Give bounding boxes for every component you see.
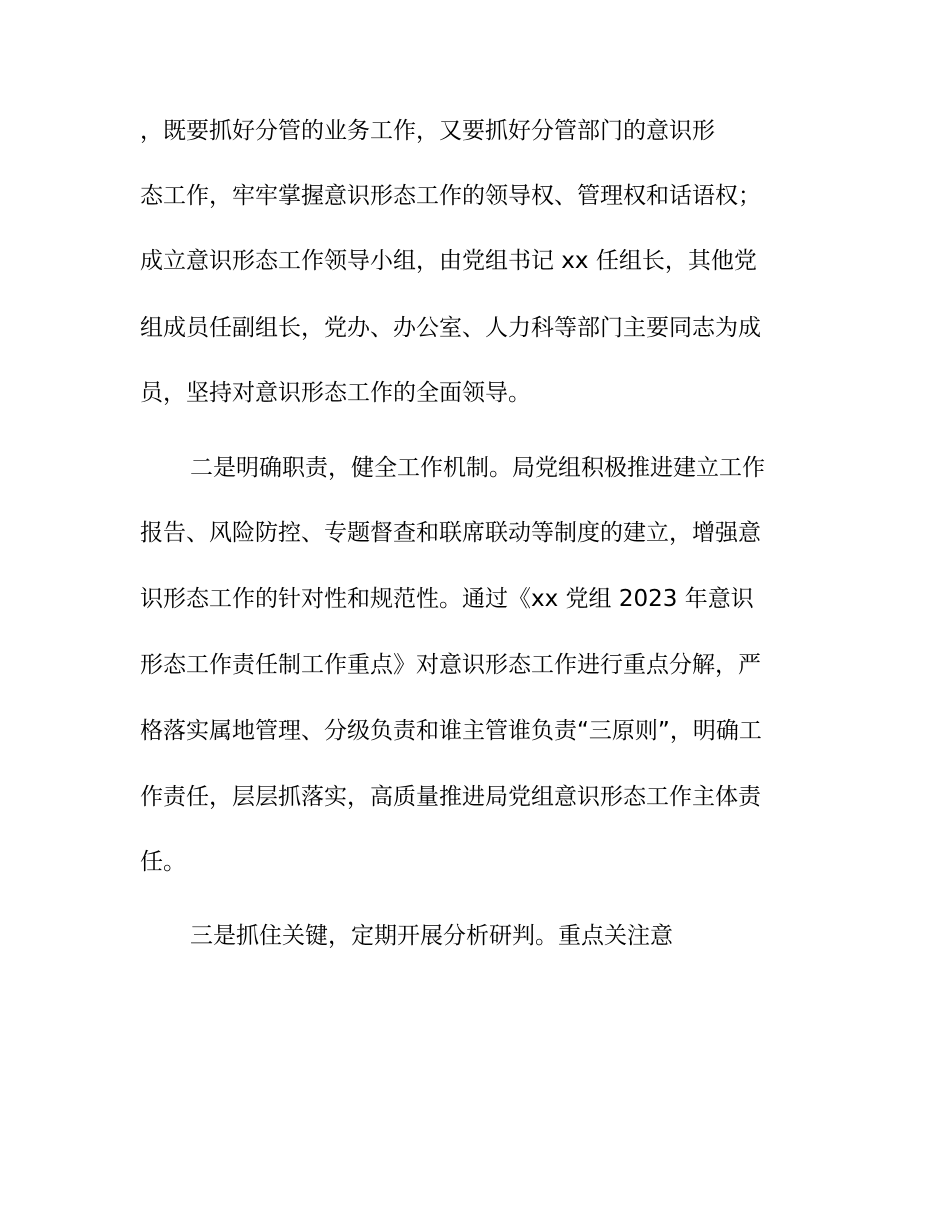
paragraph-2-line-3: 识形态工作的针对性和规范性。通过《xx 党组 2023 年意识: [140, 586, 754, 612]
paragraph-1-line-1: ，既要抓好分管的业务工作，又要抓好分管部门的意识形: [140, 118, 715, 144]
paragraph-3-line-1: 三是抓住关键，定期开展分析研判。重点关注意: [190, 923, 673, 949]
paragraph-1-line-2: 态工作，牢牢掌握意识形态工作的领导权、管理权和话语权；: [140, 183, 761, 209]
paragraph-2-line-6: 作责任，层层抓落实，高质量推进局党组意识形态工作主体责: [140, 784, 761, 810]
paragraph-2-line-4: 形态工作责任制工作重点》对意识形态工作进行重点分解，严: [140, 652, 761, 678]
paragraph-1-line-4: 组成员任副组长，党办、办公室、人力科等部门主要同志为成: [140, 315, 761, 341]
paragraph-1-line-5: 员，坚持对意识形态工作的全面领导。: [140, 380, 531, 406]
paragraph-1-line-3: 成立意识形态工作领导小组，由党组书记 xx 任组长，其他党: [140, 248, 757, 274]
paragraph-2-line-2: 报告、风险防控、专题督查和联席联动等制度的建立，增强意: [140, 520, 761, 546]
paragraph-2-line-1: 二是明确职责，健全工作机制。局党组积极推进建立工作: [190, 455, 765, 481]
paragraph-2-line-7: 任。: [140, 849, 186, 875]
paragraph-2-line-5: 格落实属地管理、分级负责和谁主管谁负责“三原则”，明确工: [140, 718, 762, 744]
